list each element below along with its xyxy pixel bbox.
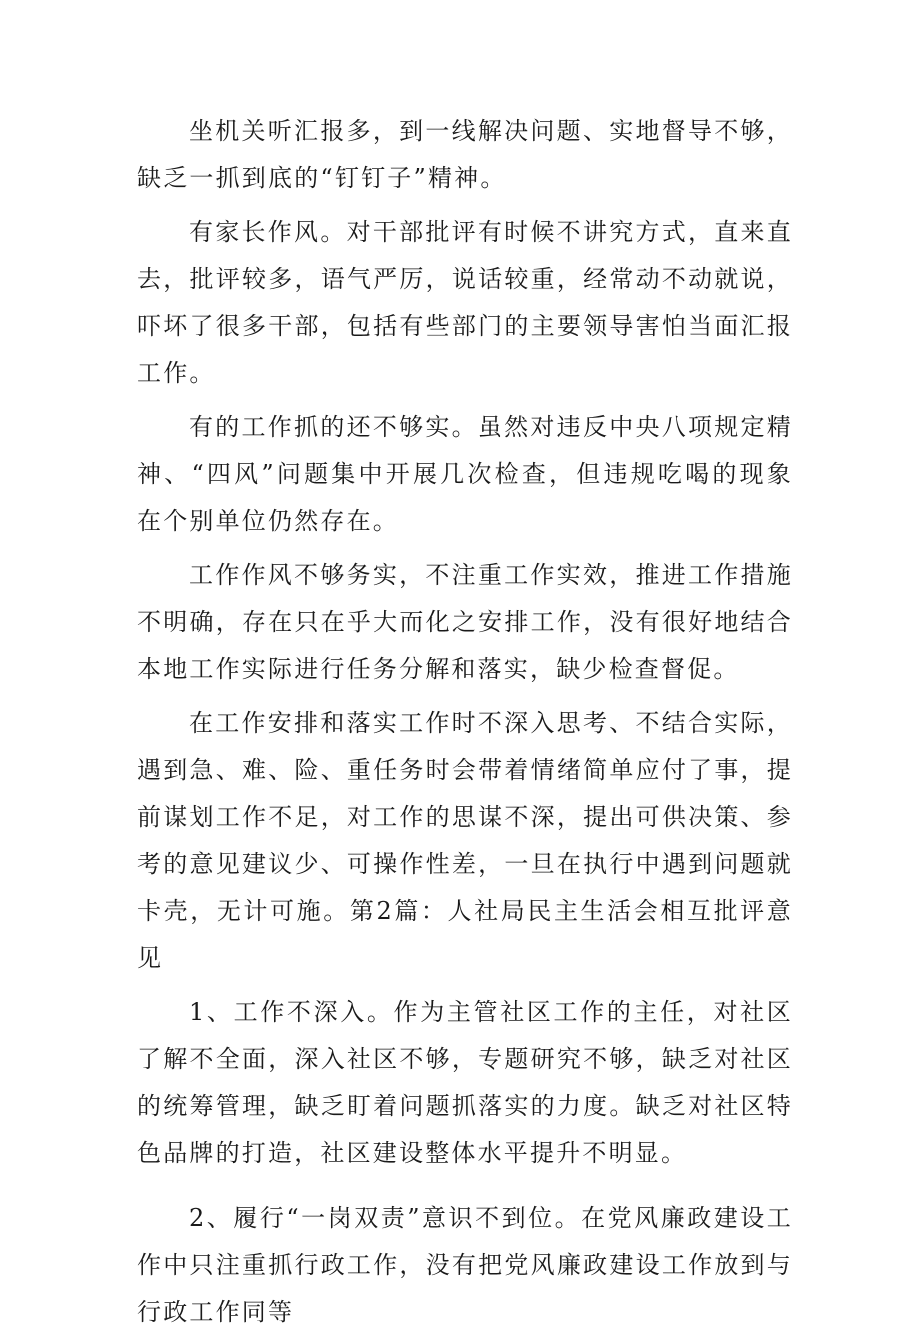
paragraph-2: 有家长作风。对干部批评有时候不讲究方式，直来直去，批评较多，语气严厉，说话较重，经常动不动就说，吓坏了很多干部，包括有些部门的主要领导害怕当面汇报工作。: [137, 218, 793, 387]
paragraph-7: 2、履行“一岗双责”意识不到位。在党风廉政建设工作中只注重抓行政工作，没有把党风廉政建设工作放到与行政工作同等: [137, 1204, 793, 1326]
paragraph-3: 有的工作抓的还不够实。虽然对违反中央八项规定精神、“四风”问题集中开展几次检查，但违规吃喝的现象在个别单位仍然存在。: [137, 413, 793, 535]
paragraph-1: 坐机关听汇报多，到一线解决问题、实地督导不够，缺乏一抓到底的“钉钉子”精神。: [137, 117, 793, 192]
document-body: [137, 108, 793, 1336]
paragraph-6: 1、工作不深入。作为主管社区工作的主任，对社区了解不全面，深入社区不够，专题研究不够，缺乏对社区的统筹管理，缺乏盯着问题抓落实的力度。缺乏对社区特色品牌的打造，社区建设整体水平提升不明显。: [137, 998, 793, 1167]
paragraph-4: 工作作风不够务实，不注重工作实效，推进工作措施不明确，存在只在乎大而化之安排工作，没有很好地结合本地工作实际进行任务分解和落实，缺少检查督促。: [137, 561, 793, 683]
paragraph-5: 在工作安排和落实工作时不深入思考、不结合实际，遇到急、难、险、重任务时会带着情绪简单应付了事，提前谋划工作不足，对工作的思谋不深，提出可供决策、参考的意见建议少、可操作性差，一旦在执行中遇到问题就卡壳，无计可施。第2篇：人社局民主生活会相互批评意见: [137, 709, 793, 972]
